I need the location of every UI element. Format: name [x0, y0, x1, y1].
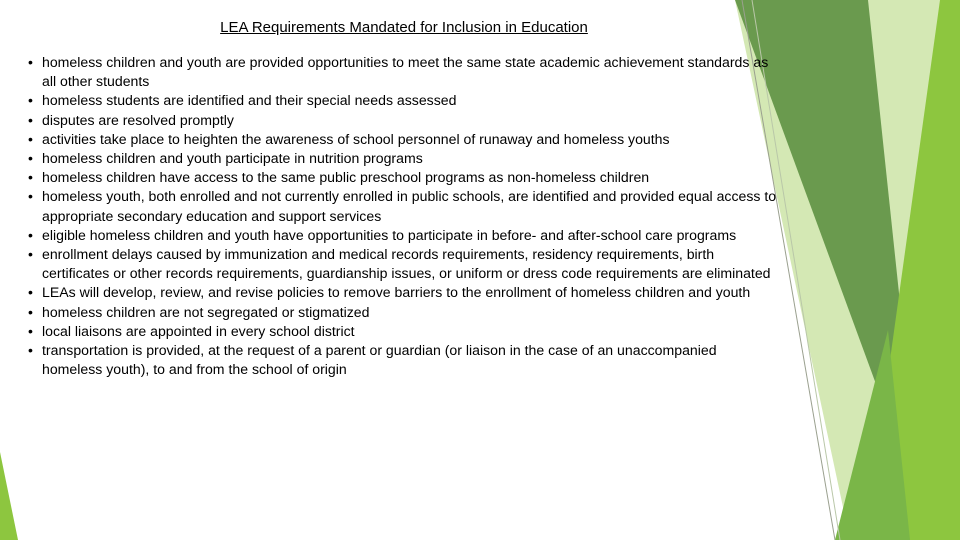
left-triangle-decoration: [0, 452, 18, 540]
list-item: • homeless children and youth participate in nutrition programs: [28, 149, 778, 168]
list-item: • transportation is provided, at the request of a parent or guardian (or liaison in the case of an unaccompanied homeless youth), to and from the school of origin: [28, 341, 778, 379]
list-item: • activities take place to heighten the awareness of school personnel of runaway and homeless youths: [28, 130, 778, 149]
list-item: • enrollment delays caused by immunization and medical records requirements, residency requirements, birth certificates or other records requirements, guardianship issues, or uniform or dress code requirements are eliminated: [28, 245, 778, 283]
list-item: • eligible homeless children and youth have opportunities to participate in before- and after-school care programs: [28, 226, 778, 245]
list-item: • homeless children and youth are provided opportunities to meet the same state academic achievement standards as all other students: [28, 53, 778, 91]
requirements-list: [28, 53, 778, 379]
list-item: • homeless youth, both enrolled and not currently enrolled in public schools, are identified and provided equal access to appropriate secondary education and support services: [28, 187, 778, 225]
list-item: • homeless students are identified and their special needs assessed: [28, 91, 778, 110]
slide-title: LEA Requirements Mandated for Inclusion in Education: [220, 19, 588, 36]
list-item: • LEAs will develop, review, and revise policies to remove barriers to the enrollment of homeless children and youth: [28, 283, 778, 302]
list-item: • homeless children are not segregated or stigmatized: [28, 303, 778, 322]
list-item: • homeless children have access to the same public preschool programs as non-homeless children: [28, 168, 778, 187]
list-item: • local liaisons are appointed in every school district: [28, 322, 778, 341]
list-item: • disputes are resolved promptly: [28, 111, 778, 130]
